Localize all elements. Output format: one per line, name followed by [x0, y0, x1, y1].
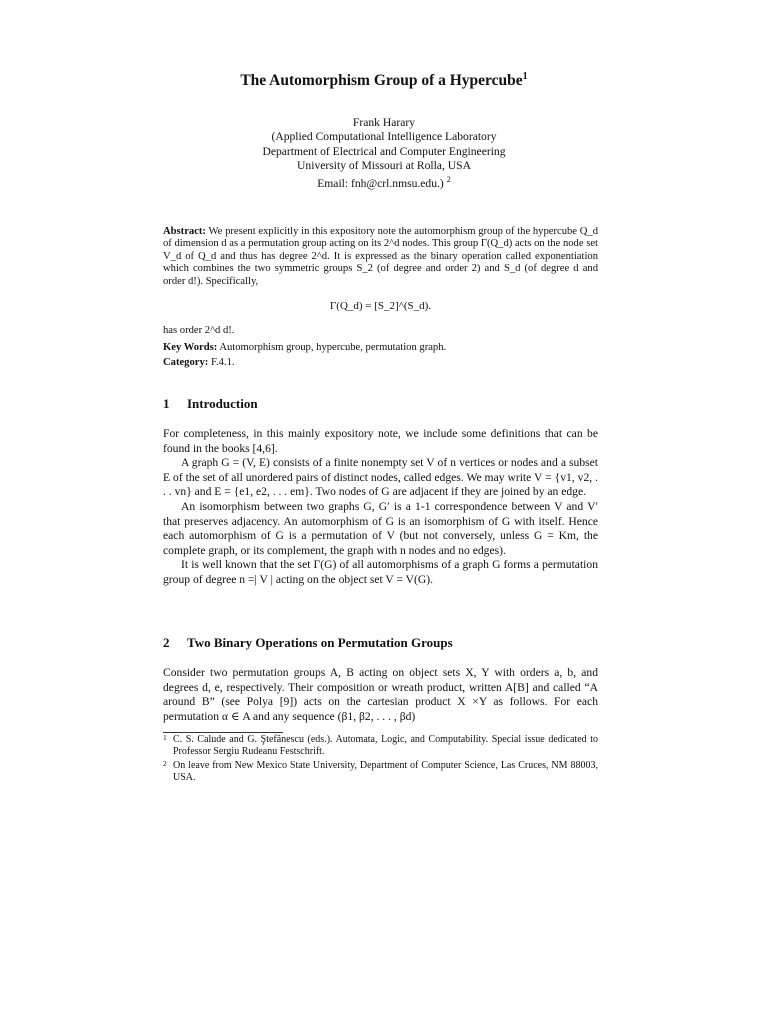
paper-title-text: The Automorphism Group of a Hypercube — [240, 72, 523, 90]
section-2-heading — [163, 635, 453, 651]
email-footnote-marker: 2 — [446, 175, 451, 185]
section-1-paragraph-4: It is well known that the set Γ(G) of all automorphisms of a graph G forms a permutation group of degree n =| V | acting on the object set V = V(G). — [163, 558, 598, 586]
order-line: has order 2^d d!. — [163, 325, 235, 336]
footnote-2-text: On leave from New Mexico State University, Department of Computer Science, Las Cruces, NM 88003, USA. — [173, 760, 598, 783]
author-email-line — [0, 173, 768, 191]
footnote-1-marker: 1 — [163, 733, 167, 742]
author-affiliation-line-2: Department of Electrical and Computer Engineering — [262, 144, 506, 158]
author-block — [0, 116, 768, 191]
paper-title — [0, 71, 768, 90]
author-name: Frank Harary — [352, 116, 416, 129]
category-text: F.4.1. — [210, 357, 235, 368]
section-1-body — [163, 427, 598, 588]
author-email: Email: fnh@crl.nmsu.edu.) — [317, 177, 444, 191]
footnote-1-text: C. S. Calude and G. Ştefănescu (eds.). Automata, Logic, and Computability. Special issue dedicated to Professor Sergiu Rudeanu Festschrift. — [173, 734, 598, 757]
footnote-2-marker: 2 — [163, 759, 167, 768]
category — [163, 357, 598, 369]
section-1-paragraph-3: An isomorphism between two graphs G, G′ is a 1-1 correspondence between V and V′ that preserves adjacency. An automorphism of G is an isomorphism of G with itself. Hence each automorphism of G is a permutation of V (but not conversely, unless G = Km, the complete graph, or its complement, the graph with n nodes and no edges). — [163, 499, 598, 557]
abstract — [163, 226, 598, 288]
keywords-text: Automorphism group, hypercube, permutation graph. — [219, 342, 447, 353]
abstract-label: Abstract: — [163, 226, 206, 237]
section-1-number: 1 — [163, 396, 170, 411]
section-1-heading — [163, 396, 258, 412]
title-footnote-marker: 1 — [522, 71, 528, 82]
abstract-text: We present explicitly in this expository note the automorphism group of the hypercube Q_d of dimension d as a permutation group acting on its 2^d nodes. This group Γ(Q_d) acts on the node set V_d of Q_d and thus has degree 2^d. It is expressed as the binary operation called exponentiation which combines the two symmetric groups S_2 (of degree and order 2) and S_d (of degree d and order d!). Specifically, — [163, 226, 598, 287]
footnote-2 — [163, 760, 598, 784]
section-1-title: Introduction — [187, 396, 258, 411]
footnote-1 — [163, 734, 598, 758]
section-1-paragraph-1: For completeness, in this mainly expository note, we include some definitions that can be found in the books [4,6]. — [163, 427, 598, 455]
footnotes — [163, 734, 598, 786]
category-label: Category: — [163, 357, 209, 368]
section-1-paragraph-2: A graph G = (V, E) consists of a finite nonempty set V of n vertices or nodes and a subset E of the set of all unordered pairs of distinct nodes, called edges. We may write V = {v1, v2, . . . vn} and E = {e1, e2, . . . em}. Two nodes of G are adjacent if they are joined by an edge. — [163, 456, 598, 499]
footnote-rule — [163, 732, 283, 733]
section-2-number: 2 — [163, 635, 170, 650]
keywords-label: Key Words: — [163, 342, 218, 353]
section-2-title: Two Binary Operations on Permutation Groups — [187, 635, 453, 650]
keywords — [163, 342, 598, 354]
section-2-body — [163, 666, 598, 724]
author-affiliation-line-3: University of Missouri at Rolla, USA — [297, 158, 471, 172]
author-affiliation-line-1: (Applied Computational Intelligence Laboratory — [271, 130, 497, 144]
display-formula: Γ(Q_d) = [S_2]^(S_d). — [329, 300, 432, 312]
section-2-paragraph-1: Consider two permutation groups A, B acting on object sets X, Y with orders a, b, and degrees d, e, respectively. Their composition or wreath product, written A[B] and called “A around B” (see Polya [9]) acts on the cartesian product X ×Y as follows. For each permutation α ∈ A and any sequence (β1, β2, . . . , βd) — [163, 666, 598, 723]
